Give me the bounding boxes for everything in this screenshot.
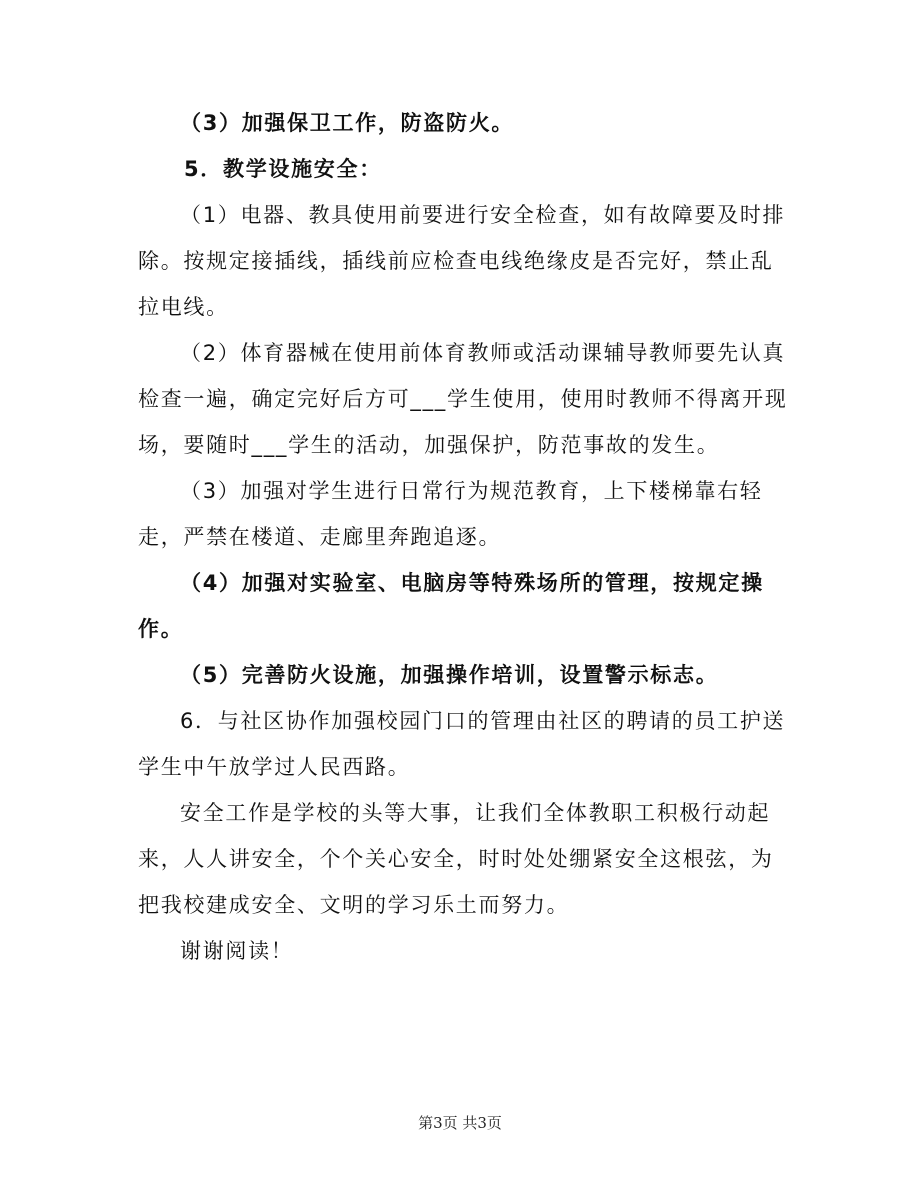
page-number-footer: 第3页 共3页 <box>418 1114 502 1132</box>
paragraph-community-cooperation: 6．与社区协作加强校园门口的管理由社区的聘请的员工护送学生中午放学过人民西路。 <box>138 709 786 779</box>
paragraph-sports-equipment: （2）体育器械在使用前体育教师或活动课辅导教师要先认真检查一遍，确定完好后方可___学生使用，使用时教师不得离开现场，要随时___学生的活动，加强保护，防范事故的发生。 <box>138 341 788 457</box>
paragraph-behavior-education: （3）加强对学生进行日常行为规范教育，上下楼梯靠右轻走，严禁在楼道、走廊里奔跑追逐。 <box>138 479 763 549</box>
paragraph-lab-management: （4）加强对实验室、电脑房等特殊场所的管理，按规定操作。 <box>138 571 764 641</box>
document-body <box>138 100 788 974</box>
paragraph-thanks: 谢谢阅读！ <box>180 939 294 963</box>
section-heading-teaching-facilities: 5．教学设施安全： <box>184 157 382 181</box>
paragraph-closing-statement: 安全工作是学校的头等大事，让我们全体教职工积极行动起来，人人讲安全，个个关心安全，时时处处绷紧安全这根弦，为把我校建成安全、文明的学习乐土而努力。 <box>138 801 774 917</box>
paragraph-electrical-equipment: （1）电器、教具使用前要进行安全检查，如有故障要及时排除。按规定接插线，插线前应检查电线绝缘皮是否完好，禁止乱拉电线。 <box>138 203 786 319</box>
paragraph-fire-facilities: （5）完善防火设施，加强操作培训，设置警示标志。 <box>180 663 719 687</box>
paragraph-security-work: （3）加强保卫工作，防盗防火。 <box>180 111 515 135</box>
